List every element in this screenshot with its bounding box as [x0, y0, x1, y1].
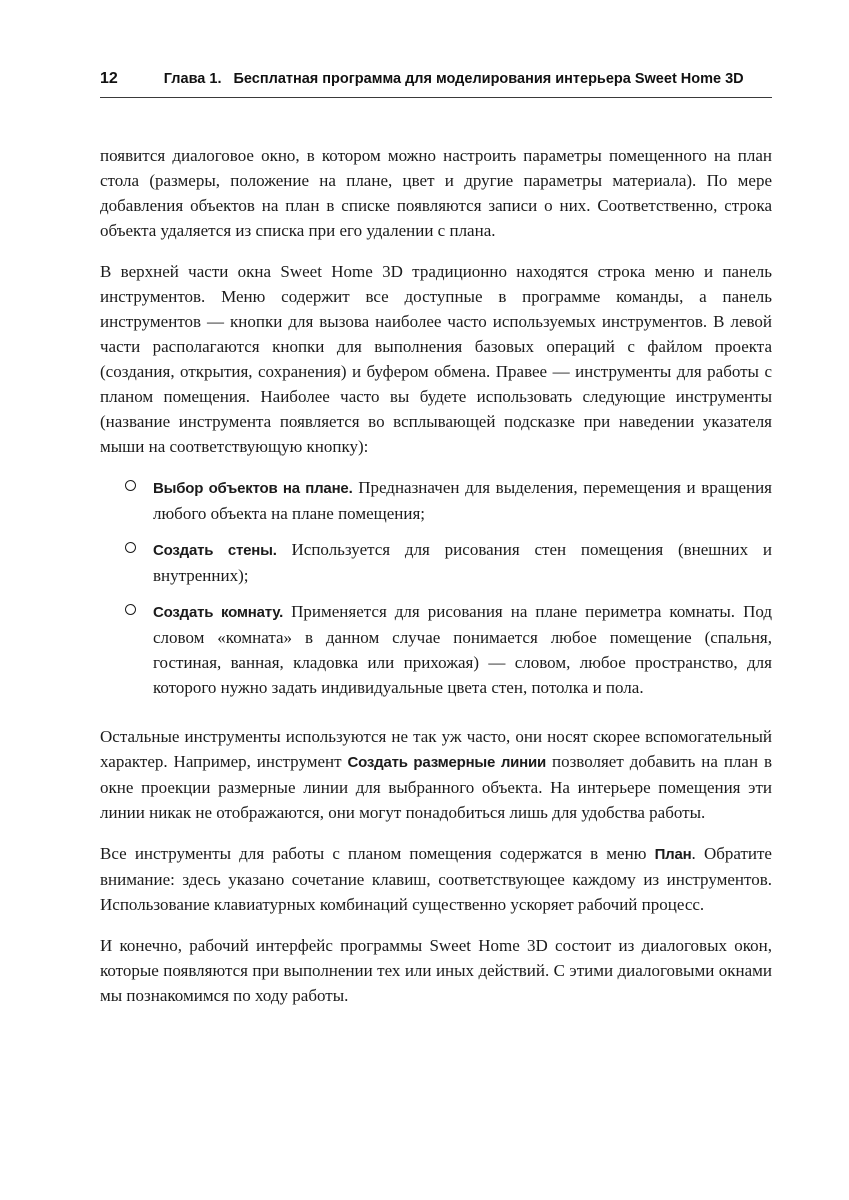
bullet-item-3: [125, 599, 772, 700]
circle-bullet-icon: [125, 542, 136, 553]
circle-bullet-icon: [125, 480, 136, 491]
chapter-label: Глава 1.: [163, 71, 222, 87]
text-run: . Обратите внимание: здесь указано сочетание клавиш, соответствующее каждому из инструментов. Использование клавиатурных комбинаций существенно ускоряет рабочий процесс.: [100, 844, 772, 914]
circle-bullet-icon: [125, 604, 136, 615]
bullet-item-2: [125, 537, 772, 588]
page-number: 12: [100, 70, 118, 87]
paragraph-4: [100, 841, 772, 917]
text-run: Используется для рисования стен помещения (внешних и внутренних);: [153, 540, 772, 585]
bullet-text-2: [153, 540, 772, 585]
text-run: В верхней части окна Sweet Home 3D традиционно находятся строка меню и панель инструментов. Меню содержит все доступные в программе команды, а панель инструментов — кнопки для вызова наиболее часто используемых инструментов. В левой части располагаются кнопки для выполнения базовых операций с файлом проекта (создания, открытия, сохранения) и буфером обмена. Правее — инструменты для работы с планом помещения. Наиболее часто вы будете использовать следующие инструменты (название инструмента появляется во всплывающей подсказке при наведении указателя мыши на соответствующую кнопку):: [100, 262, 772, 456]
paragraph-1: [100, 143, 772, 243]
ui-term: Создать стены.: [153, 542, 277, 559]
ui-term: Создать комнату.: [153, 604, 284, 621]
paragraph-3: [100, 724, 772, 825]
ui-term: План: [654, 846, 692, 863]
header-rule: [100, 97, 772, 98]
bullet-item-1: [125, 475, 772, 526]
text-run: Применяется для рисования на плане периметра комнаты. Под словом «комната» в данном случае понимается любое помещение (спальня, гостиная, ванная, кладовка или прихожая) — словом, любое пространство, для которого нужно задать индивидуальные цвета стен, потолка и пола.: [153, 602, 773, 697]
text-run: Все инструменты для работы с планом помещения содержатся в меню: [100, 844, 655, 863]
page-header: [100, 70, 772, 88]
bullet-text-3: [153, 602, 772, 697]
paragraph-5: [100, 933, 772, 1008]
chapter-title: Бесплатная программа для моделирования интерьера Sweet Home 3D: [233, 71, 744, 87]
text-run: Остальные инструменты используются не так уж часто, они носят скорее вспомогательный характер. Например, инструмент: [100, 727, 772, 771]
text-run: появится диалоговое окно, в котором можно настроить параметры помещенного на план стола (размеры, положение на плане, цвет и другие параметры материала). По мере добавления объектов на план в списке появляются записи о них. Соответственно, строка объекта удаляется из списка при его удалении с плана.: [100, 146, 772, 240]
bullet-text-1: [153, 478, 772, 523]
text-run: И конечно, рабочий интерфейс программы Sweet Home 3D состоит из диалоговых окон, которые появляются при выполнении тех или иных действий. С этими диалоговыми окнами мы познакомимся по ходу работы.: [100, 936, 772, 1005]
ui-term: Создать размерные линии: [347, 754, 547, 771]
page-body: [100, 143, 772, 1008]
tools-bullet-list: [125, 475, 772, 700]
text-run: позволяет добавить на план в окне проекции размерные линии для выбранного объекта. На интерьере помещения эти линии никак не отображаются, они могут понадобиться лишь для удобства работы.: [100, 752, 772, 822]
ui-term: Выбор объектов на плане.: [153, 480, 353, 497]
text-run: Предназначен для выделения, перемещения и вращения любого объекта на плане помещения;: [153, 478, 772, 523]
paragraph-2: [100, 259, 772, 459]
